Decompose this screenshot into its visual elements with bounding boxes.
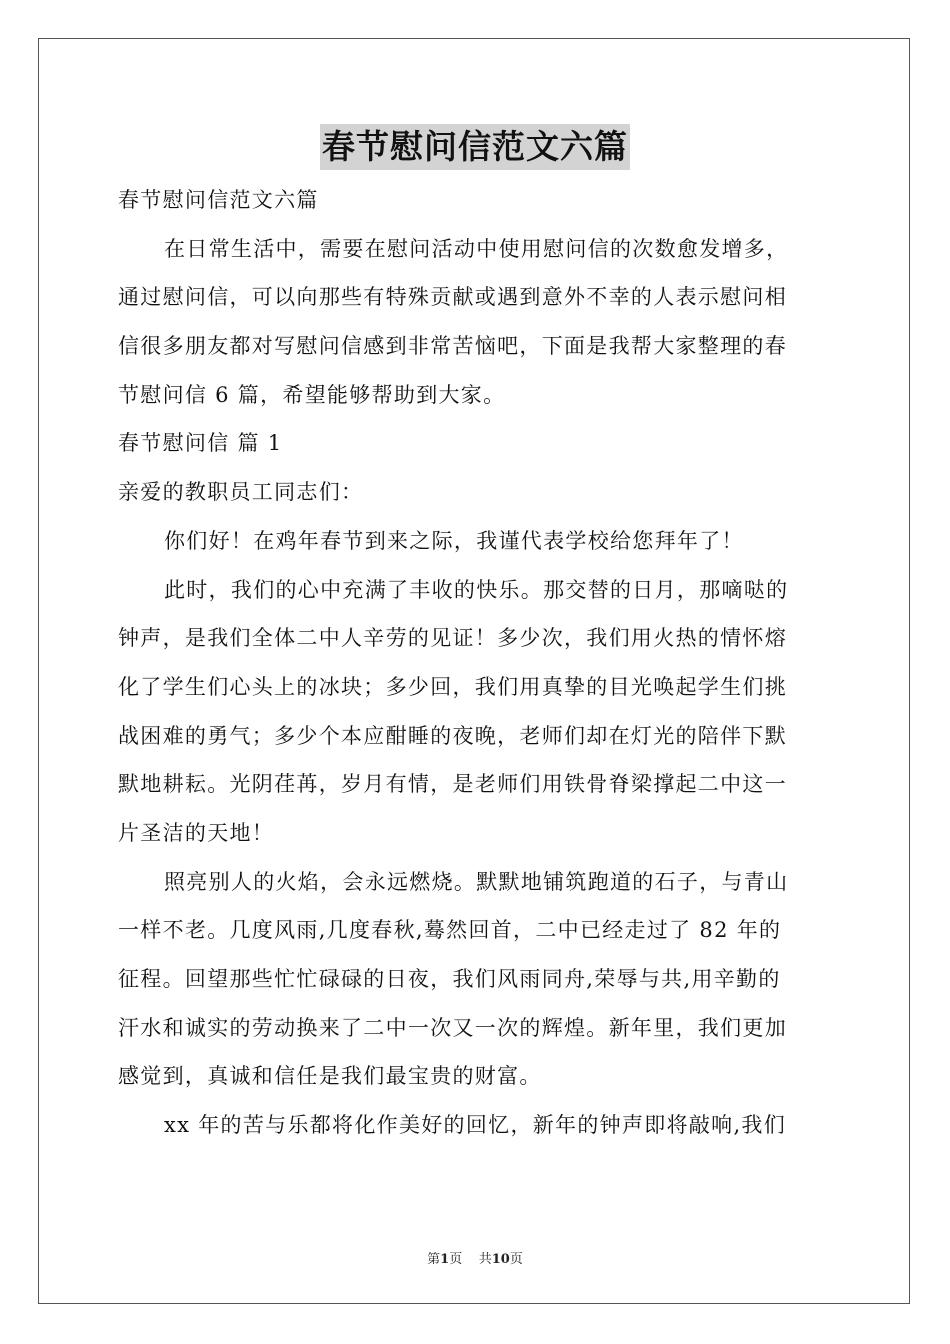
- text-line: 化了学生们心头上的冰块；多少回，我们用真挚的目光唤起学生们挑: [118, 674, 787, 699]
- text-line: 亲爱的教职员工同志们：: [118, 480, 364, 505]
- footer-prefix: 第: [427, 1252, 441, 1267]
- text-line: 春节慰问信 篇 1: [118, 431, 283, 456]
- text-line: 节慰问信 6 篇，希望能够帮助到大家。: [118, 382, 506, 407]
- text-line: 默地耕耘。光阴荏苒，岁月有情，是老师们用铁骨脊梁撑起二中这一: [118, 772, 787, 797]
- footer-total-prefix: 共: [478, 1252, 492, 1267]
- document-body: [118, 176, 834, 1150]
- text-line: 此时，我们的心中充满了丰收的快乐。那交替的日月，那嘀哒的: [164, 577, 789, 602]
- title-container: [0, 124, 950, 170]
- text-line: 照亮别人的火焰，会永远燃烧。默默地铺筑跑道的石子，与青山: [164, 869, 789, 894]
- text-line: 通过慰问信，可以向那些有特殊贡献或遇到意外不幸的人表示慰问相: [118, 285, 787, 310]
- text-line: 信很多朋友都对写慰问信感到非常苦恼吧，下面是我帮大家整理的春: [118, 334, 787, 359]
- text-line: 征程。回望那些忙忙碌碌的日夜，我们风雨同舟,荣辱与共,用辛勤的: [118, 967, 781, 991]
- page-footer: [0, 1248, 950, 1267]
- text-line: 战困难的勇气；多少个本应酣睡的夜晚，老师们却在灯光的陪伴下默: [118, 723, 787, 748]
- text-line: 感觉到，真诚和信任是我们最宝贵的财富。: [118, 1064, 542, 1089]
- text-line: 你们好！在鸡年春节到来之际，我谨代表学校给您拜年了！: [164, 528, 744, 553]
- text-line: 钟声，是我们全体二中人辛劳的见证！多少次，我们用火热的情怀熔: [118, 626, 787, 651]
- page-title: 春节慰问信范文六篇: [320, 124, 630, 170]
- text-line: xx 年的苦与乐都将化作美好的回忆，新年的钟声即将敲响,我们: [164, 1113, 787, 1138]
- footer-page-number: 1: [440, 1252, 450, 1267]
- footer-page-unit: 页: [449, 1252, 463, 1267]
- text-line: 片圣洁的天地！: [118, 820, 275, 845]
- footer-total-pages: 10: [491, 1252, 510, 1267]
- text-line: 汗水和诚实的劳动换来了二中一次又一次的辉煌。新年里，我们更加: [118, 1015, 787, 1040]
- text-line: 一样不老。几度风雨,几度春秋,蓦然回首，二中已经走过了 82 年的: [118, 918, 782, 943]
- text-line: 春节慰问信范文六篇: [118, 188, 319, 212]
- text-line: 在日常生活中，需要在慰问活动中使用慰问信的次数愈发增多，: [164, 236, 789, 261]
- footer-total-unit: 页: [509, 1252, 523, 1267]
